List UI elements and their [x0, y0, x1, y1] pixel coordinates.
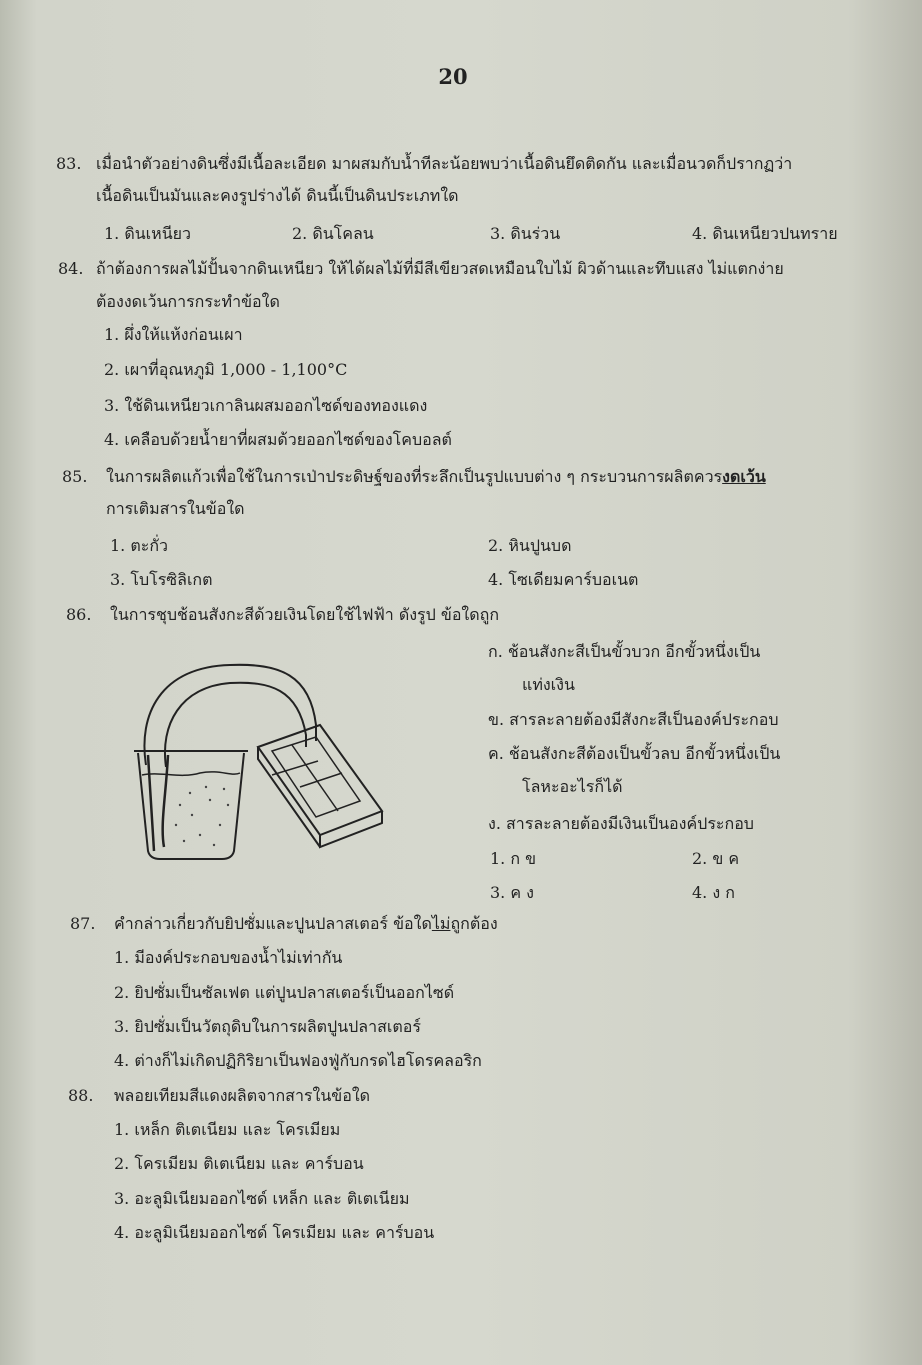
q83-text-line1: เมื่อนำตัวอย่างดินซึ่งมีเนื้อละเอียด มาผสมกับน้ำทีละน้อยพบว่าเนื้อดินยึดติดกัน และเมื่อนวดก็ปรากฏว่า	[96, 154, 793, 173]
q85-emphasis: งดเว้น	[722, 467, 766, 486]
q85-option-4: 4. โซเดียมคาร์บอเนต	[488, 570, 639, 589]
q83-number: 83.	[56, 154, 82, 173]
q85-text-line2: การเติมสารในข้อใด	[106, 499, 245, 518]
q86-option-1: 1. ก ข	[490, 849, 537, 868]
q88-text-line1: พลอยเทียมสีแดงผลิตจากสารในข้อใด	[114, 1086, 371, 1105]
q87-text-end: ถูกต้อง	[450, 914, 498, 933]
q83-option-1: 1. ดินเหนียว	[104, 224, 191, 243]
q85-text-line1-main: ในการผลิตแก้วเพื่อใช้ในการเป่าประดิษฐ์ของที่ระลึกเป็นรูปแบบต่าง ๆ กระบวนการผลิตควร	[106, 467, 723, 486]
q86-option-4: 4. ง ก	[692, 883, 735, 902]
q84-text-line1: ถ้าต้องการผลไม้ปั้นจากดินเหนียว ให้ได้ผลไม้ที่มีสีเขียวสดเหมือนใบไม้ ผิวด้านและทึบแสง ไม่แตกง่าย	[96, 259, 784, 278]
q88-option-1: 1. เหล็ก ติเตเนียม และ โครเมียม	[114, 1120, 341, 1139]
q87-text-main: คำกล่าวเกี่ยวกับยิปซั่มและปูนปลาสเตอร์ ข้อใด	[114, 914, 432, 933]
q87-option-2: 2. ยิปซั่มเป็นซัลเฟต แต่ปูนปลาสเตอร์เป็นออกไซด์	[114, 983, 455, 1002]
q84-option-2: 2. เผาที่อุณหภูมิ 1,000 - 1,100°C	[104, 360, 348, 379]
electroplating-diagram	[120, 655, 400, 870]
q86-statement-3: ค. ช้อนสังกะสีต้องเป็นขั้วลบ อีกขั้วหนึ่งเป็น	[488, 744, 781, 763]
q88-option-2: 2. โครเมียม ติเตเนียม และ คาร์บอน	[114, 1154, 364, 1173]
q83-option-2: 2. ดินโคลน	[292, 224, 374, 243]
q83-option-3: 3. ดินร่วน	[490, 224, 561, 243]
q87-option-4: 4. ต่างก็ไม่เกิดปฏิกิริยาเป็นฟองฟู่กับกรดไฮโดรคลอริก	[114, 1051, 482, 1070]
q85-option-1: 1. ตะกั่ว	[110, 536, 169, 555]
wire-left	[144, 665, 316, 765]
page-number: 20	[438, 64, 468, 89]
q87-option-3: 3. ยิปซั่มเป็นวัตถุดิบในการผลิตปูนปลาสเตอร์	[114, 1017, 421, 1036]
q85-option-2: 2. หินปูนบด	[488, 536, 572, 555]
q87-emphasis: ไม่	[431, 914, 451, 933]
q86-statement-1: ก. ช้อนสังกะสีเป็นขั้วบวก อีกขั้วหนึ่งเป็น	[488, 642, 761, 661]
q86-option-3: 3. ค ง	[490, 883, 534, 902]
q86-number: 86.	[66, 605, 92, 624]
q85-option-3: 3. โบโรซิลิเกต	[110, 570, 213, 589]
q86-text-line1: ในการชุบช้อนสังกะสีด้วยเงินโดยใช้ไฟฟ้า ดังรูป ข้อใดถูก	[110, 605, 499, 624]
q86-statement-4: ง. สารละลายต้องมีเงินเป็นองค์ประกอบ	[488, 814, 754, 833]
q87-option-1: 1. มีองค์ประกอบของน้ำไม่เท่ากัน	[114, 948, 343, 967]
q86-option-2: 2. ข ค	[692, 849, 740, 868]
q83-text-line2: เนื้อดินเป็นมันและคงรูปร่างได้ ดินนี้เป็นดินประเภทใด	[96, 186, 459, 205]
q85-text-line1	[106, 465, 766, 489]
q88-option-3: 3. อะลูมิเนียมออกไซด์ เหล็ก และ ติเตเนียม	[114, 1189, 410, 1208]
q83-option-4: 4. ดินเหนียวปนทราย	[692, 224, 838, 243]
q88-option-4: 4. อะลูมิเนียมออกไซด์ โครเมียม และ คาร์บอน	[114, 1223, 435, 1242]
q84-option-1: 1. ผึ่งให้แห้งก่อนเผา	[104, 325, 243, 344]
q85-number: 85.	[62, 467, 88, 486]
q84-number: 84.	[58, 259, 84, 278]
q87-text-line1	[114, 912, 498, 936]
wire-right	[165, 683, 306, 767]
q84-option-4: 4. เคลือบด้วยน้ำยาที่ผสมด้วยออกไซด์ของโคบอลต์	[104, 430, 452, 449]
q86-statement-2: ข. สารละลายต้องมีสังกะสีเป็นองค์ประกอบ	[488, 710, 779, 729]
q87-number: 87.	[70, 914, 96, 933]
q88-number: 88.	[68, 1086, 94, 1105]
q86-statement-3-cont: โลหะอะไรก็ได้	[522, 777, 623, 796]
q86-statement-1-cont: แท่งเงิน	[522, 675, 575, 694]
q84-option-3: 3. ใช้ดินเหนียวเกาลินผสมออกไซด์ของทองแดง	[104, 396, 428, 415]
q84-text-line2: ต้องงดเว้นการกระทำข้อใด	[96, 292, 280, 311]
